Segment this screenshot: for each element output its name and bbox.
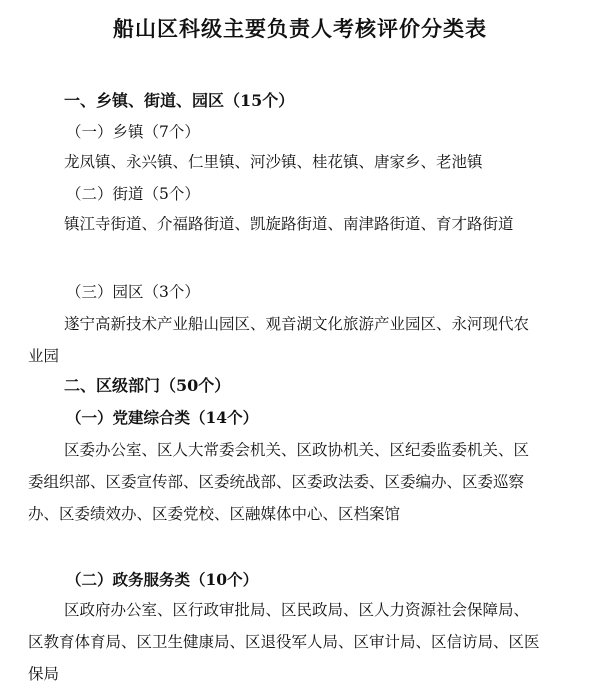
subsection-heading-party-building: （一）党建综合类（14个） [66, 408, 259, 427]
subsection-heading-government-services: （二）政务服务类（10个） [66, 570, 259, 589]
subsection-heading-towns: （一）乡镇（7个） [66, 123, 200, 141]
streets-list: 镇江寺街道、介福路街道、凯旋路街道、南津路街道、育才路街道 [64, 215, 514, 233]
government-services-list: 区政府办公室、区行政审批局、区民政局、区人力资源社会保障局、区教育体育局、区卫生健康局、区退役军人局、区审计局、区信访局、区医保局 [28, 601, 540, 683]
section-heading-district-departments: 二、区级部门（50个） [64, 376, 231, 395]
subsection-heading-streets: （二）街道（5个） [66, 185, 200, 203]
towns-list: 龙凤镇、永兴镇、仁里镇、河沙镇、桂花镇、唐家乡、老池镇 [64, 153, 483, 171]
section-heading-towns-streets-parks: 一、乡镇、街道、园区（15个） [64, 91, 295, 110]
subsection-heading-parks: （三）园区（3个） [66, 283, 200, 301]
party-building-list: 区委办公室、区人大常委会机关、区政协机关、区纪委监委机关、区委组织部、区委宣传部、区委统战部、区委政法委、区委编办、区委巡察办、区委绩效办、区委党校、区融媒体中心、区档案馆 [28, 441, 530, 523]
parks-list: 遂宁高新技术产业船山园区、观音湖文化旅游产业园区、永河现代农业园 [28, 315, 530, 365]
document-title: 船山区科级主要负责人考核评价分类表 [113, 16, 487, 41]
